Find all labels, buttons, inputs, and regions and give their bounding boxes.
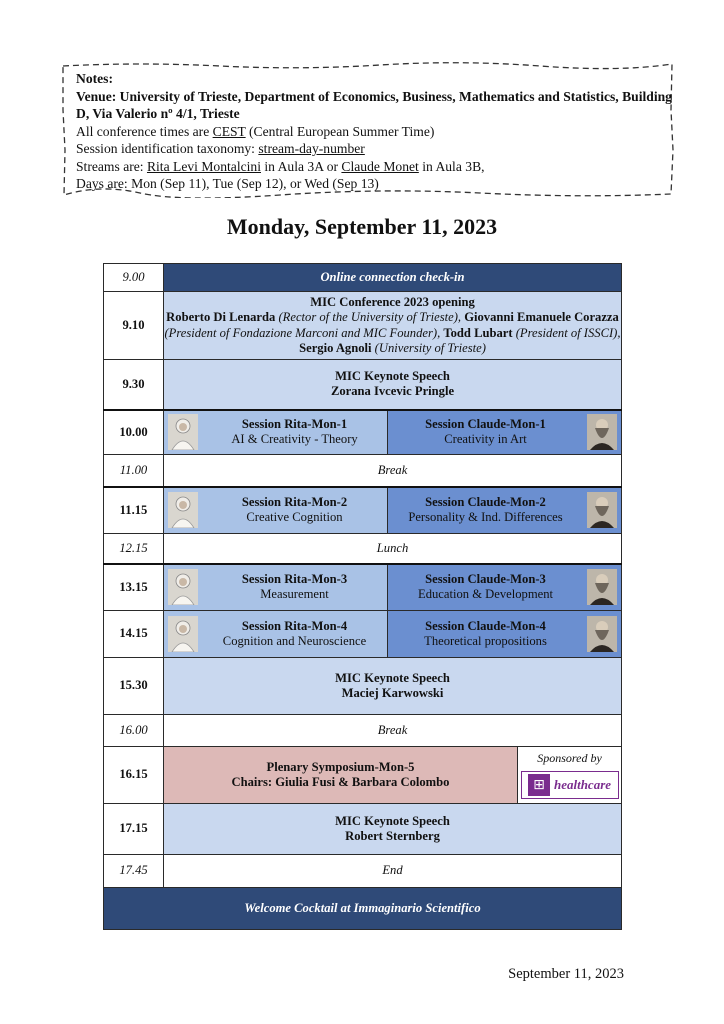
session-title: Session Rita-Mon-2 (241, 494, 348, 509)
keynote-cell (164, 804, 622, 855)
claude-portrait-icon (587, 569, 617, 605)
notes-taxonomy (76, 140, 676, 158)
session-subtitle: Theoretical propositions (424, 634, 547, 648)
notes-streams-text: Streams are: (76, 158, 147, 174)
session-claude-cell[interactable] (388, 410, 622, 455)
claude-stream-link[interactable]: Claude Monet (341, 158, 419, 174)
keynote-speaker: Robert Sternberg (345, 829, 440, 843)
session-claude-cell[interactable] (388, 564, 622, 611)
break-cell: Break (164, 715, 622, 747)
event-cell: Online connection check-in (164, 264, 622, 292)
session-claude-cell[interactable] (388, 487, 622, 534)
lunch-cell: Lunch (164, 534, 622, 564)
rita-stream-link[interactable]: Rita Levi Montalcini (146, 158, 261, 174)
schedule-row (104, 855, 622, 888)
keynote-cell (164, 360, 622, 410)
schedule-row (104, 264, 622, 292)
speaker-role: (President of Fondazione Marconi and MIC Founder), (164, 325, 441, 340)
time-cell: 12.15 (104, 534, 164, 564)
speaker-role: (Rector of the University of Trieste), (278, 310, 462, 324)
session-rita-cell[interactable] (164, 410, 388, 455)
session-subtitle: Creative Cognition (246, 510, 343, 525)
speaker-name: Giovanni Emanuele Corazza (464, 310, 619, 324)
notes-days: Days are: Mon (Sep 11), Tue (Sep 12), or Wed (Sep 13) (76, 176, 379, 191)
sponsor-label: Sponsored by (537, 751, 602, 766)
schedule-row (104, 455, 622, 487)
session-subtitle: Education & Development (418, 587, 553, 602)
session-title: Session Claude-Mon-1 (425, 416, 546, 431)
time-cell: 17.15 (104, 804, 164, 855)
schedule-table (103, 263, 622, 930)
notes-times-suffix: (Central European Summer Time) (245, 123, 435, 139)
session-subtitle: Personality & Ind. Differences (408, 510, 563, 525)
keynote-title: MIC Keynote Speech (335, 368, 450, 383)
schedule-row (104, 658, 622, 715)
symposium-title: Plenary Symposium-Mon-5 (266, 759, 415, 774)
break-cell: Break (164, 455, 622, 487)
end-cell: End (164, 855, 622, 888)
notes-times-text: All conference times are (76, 123, 213, 139)
rita-portrait-icon (168, 616, 198, 652)
session-title: Session Rita-Mon-1 (241, 416, 348, 431)
schedule-row (104, 804, 622, 855)
footer-date: September 11, 2023 (508, 966, 624, 982)
schedule-row (104, 611, 622, 658)
claude-portrait-icon (587, 414, 617, 450)
time-cell: 16.15 (104, 747, 164, 804)
time-cell: 16.00 (104, 715, 164, 747)
session-rita-cell[interactable] (164, 611, 388, 658)
schedule-row (104, 534, 622, 564)
session-claude-cell[interactable] (388, 611, 622, 658)
time-cell: 10.00 (104, 410, 164, 455)
session-title: Session Rita-Mon-4 (241, 618, 348, 633)
schedule-row (104, 487, 622, 534)
session-subtitle: Measurement (260, 587, 329, 602)
time-cell: 17.45 (104, 855, 164, 888)
time-cell: 11.00 (104, 455, 164, 487)
session-subtitle: AI & Creativity - Theory (231, 432, 358, 447)
cest-link[interactable]: CEST (212, 123, 246, 139)
session-title: Session Rita-Mon-3 (241, 571, 348, 586)
notes-streams-post: in Aula 3B, (418, 158, 485, 174)
notes-box (60, 60, 676, 198)
logo-wordmark: healthcare (553, 777, 612, 792)
rita-portrait-icon (168, 414, 198, 450)
notes-venue: Venue: University of Trieste, Department of Economics, Business, Mathematics and Statistics, Building D, Via Valerio nº 4/1, Trieste (76, 88, 672, 121)
opening-title: MIC Conference 2023 opening (310, 294, 475, 309)
keynote-cell (164, 658, 622, 715)
symposium-cell[interactable] (164, 747, 518, 804)
session-subtitle: Creativity in Art (444, 432, 527, 447)
session-subtitle: Cognition and Neuroscience (222, 634, 367, 648)
taxonomy-link[interactable]: stream-day-number (258, 141, 365, 156)
session-rita-cell[interactable] (164, 487, 388, 534)
claude-portrait-icon (587, 616, 617, 652)
healthcare-logo-icon[interactable] (521, 771, 619, 799)
notes-times (76, 123, 676, 141)
speaker-role: (President of ISSCI), (515, 325, 621, 340)
day-title: Monday, September 11, 2023 (226, 214, 498, 239)
notes-taxonomy-text: Session identification taxonomy: (76, 141, 259, 156)
schedule-row (104, 410, 622, 455)
schedule-row (104, 747, 622, 804)
schedule-row (104, 564, 622, 611)
schedule-row (104, 292, 622, 360)
speaker-name: Sergio Agnoli (299, 341, 372, 355)
session-rita-cell[interactable] (164, 564, 388, 611)
session-title: Session Claude-Mon-3 (425, 571, 546, 586)
opening-speakers (164, 310, 621, 357)
notes-streams-mid: in Aula 3A or (260, 158, 342, 174)
opening-cell (164, 292, 622, 360)
speaker-name: Todd Lubart (443, 325, 513, 340)
speaker-role: (University of Trieste) (374, 341, 486, 355)
time-cell: 9.30 (104, 360, 164, 410)
rita-portrait-icon (168, 492, 198, 528)
schedule-row (104, 360, 622, 410)
time-cell: 14.15 (104, 611, 164, 658)
schedule-row (104, 888, 622, 930)
notes-heading: Notes: (76, 71, 113, 86)
keynote-title: MIC Keynote Speech (335, 813, 450, 828)
keynote-speaker: Maciej Karwowski (341, 686, 444, 700)
time-cell: 15.30 (104, 658, 164, 715)
schedule-row (104, 715, 622, 747)
notes-streams (76, 158, 676, 176)
time-cell: 13.15 (104, 564, 164, 611)
session-title: Session Claude-Mon-2 (425, 494, 546, 509)
speaker-name: Roberto Di Lenarda (166, 310, 276, 324)
time-cell: 9.10 (104, 292, 164, 360)
sponsor-cell (518, 747, 622, 804)
rita-portrait-icon (168, 569, 198, 605)
session-title: Session Claude-Mon-4 (425, 618, 546, 633)
logo-mark-icon: ⊞ (528, 774, 550, 796)
closing-cell: Welcome Cocktail at Immaginario Scientifico (104, 888, 622, 930)
time-cell: 11.15 (104, 487, 164, 534)
claude-portrait-icon (587, 492, 617, 528)
symposium-chairs: Chairs: Giulia Fusi & Barbara Colombo (231, 775, 450, 789)
keynote-title: MIC Keynote Speech (335, 670, 450, 685)
keynote-speaker: Zorana Ivcevic Pringle (330, 384, 455, 399)
time-cell: 9.00 (104, 264, 164, 292)
